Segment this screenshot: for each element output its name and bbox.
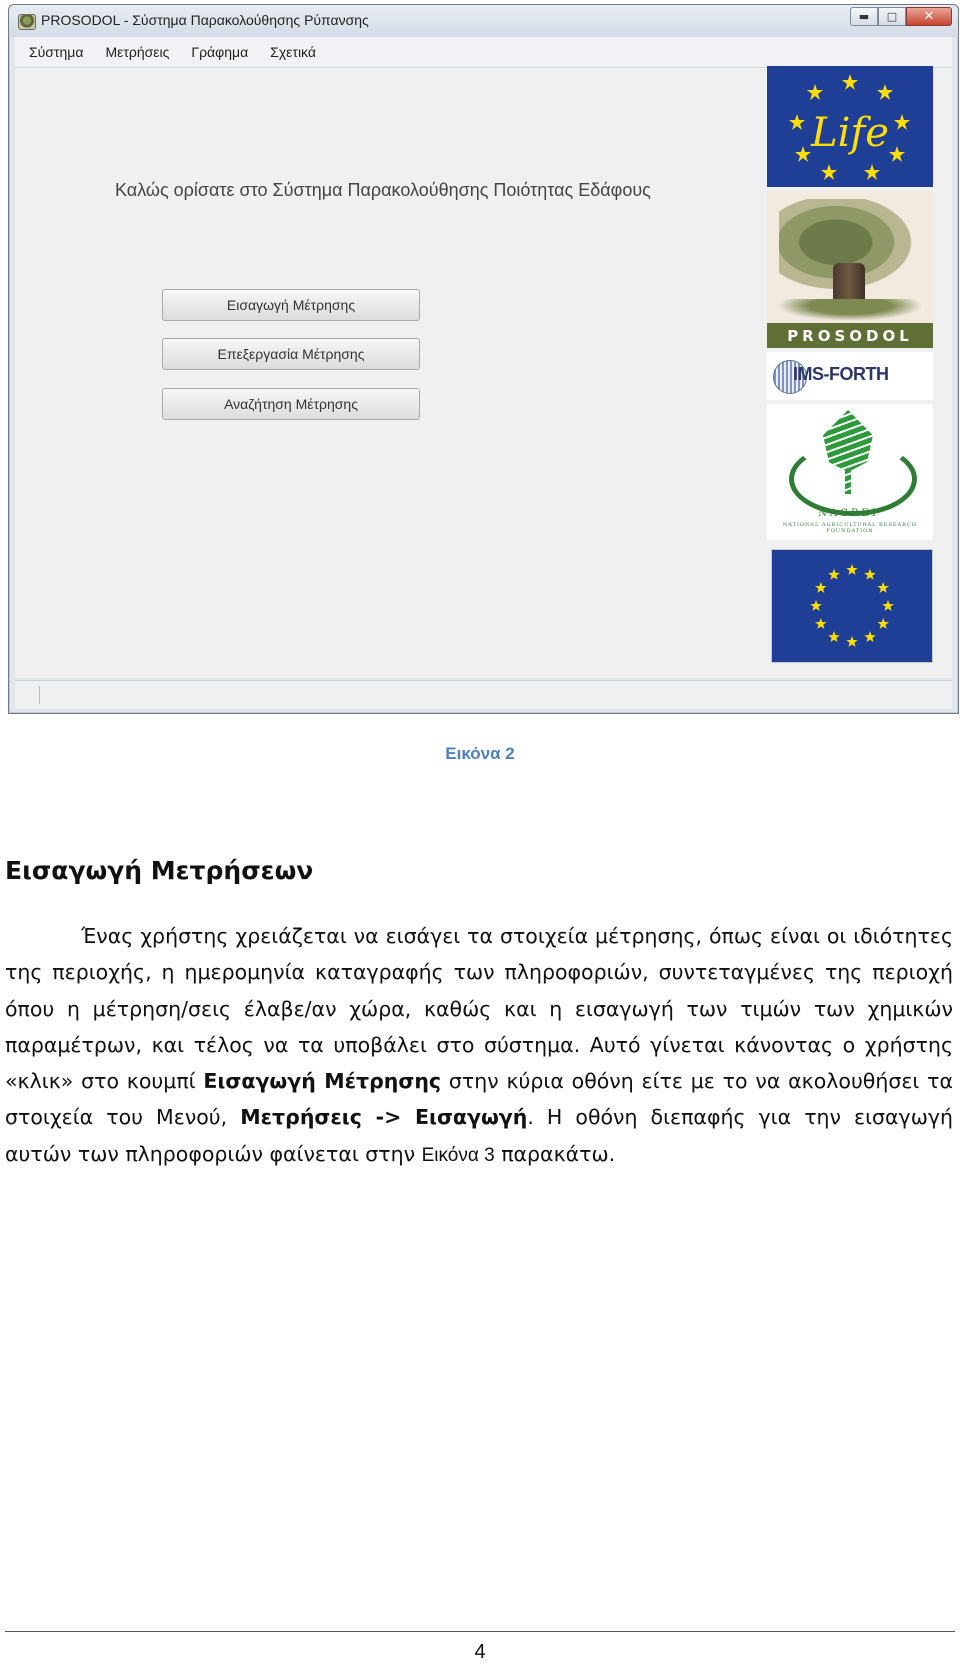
- para-text-3: . Η οθόνη διεπαφής για την εισαγωγή αυτών των πληροφοριών φαίνεται στην: [5, 1105, 953, 1166]
- eu-star-icon: [815, 618, 826, 629]
- section-heading: Εισαγωγή Μετρήσεων: [5, 856, 314, 885]
- app-icon: [18, 14, 36, 30]
- nagref-label: NAGREF: [818, 508, 882, 519]
- search-measurement-button[interactable]: Αναζήτηση Μέτρησης: [162, 388, 420, 420]
- prosodol-logo: [767, 191, 933, 348]
- ims-forth-label: IMS-FORTH: [793, 364, 889, 384]
- prosodol-label: PROSODOL: [767, 323, 933, 348]
- eu-star-icon: [815, 582, 826, 593]
- eu-star-icon: [846, 636, 857, 647]
- tree-ground: [777, 299, 923, 321]
- close-button[interactable]: ✕: [906, 7, 952, 26]
- menu-bar: [15, 37, 952, 68]
- page-number: 4: [474, 1641, 486, 1663]
- window-controls: [850, 7, 952, 27]
- eu-star-icon: [864, 631, 875, 642]
- eu-star-icon: [810, 600, 821, 611]
- eu-stars-icon: [772, 550, 932, 662]
- window-title: PROSODOL - Σύστημα Παρακολούθησης Ρύπανσης: [41, 12, 369, 28]
- add-measurement-button[interactable]: Εισαγωγή Μέτρησης: [162, 289, 420, 321]
- minimize-button[interactable]: ▬: [850, 7, 878, 26]
- para-text-2: στην κύρια οθόνη είτε με το να ακολουθήσει τα στοιχεία του Μενού,: [5, 1069, 953, 1130]
- eu-star-icon: [877, 582, 888, 593]
- maximize-button[interactable]: □: [878, 7, 906, 26]
- eu-star-icon: [882, 600, 893, 611]
- menu-item-measurements[interactable]: Μετρήσεις: [105, 44, 170, 60]
- para-text-4: παρακάτω.: [494, 1141, 616, 1166]
- figure-reference: Εικόνα 3: [421, 1144, 495, 1166]
- edit-measurement-button[interactable]: Επεξεργασία Μέτρησης: [162, 338, 420, 370]
- menu-item-about[interactable]: Σχετικά: [270, 44, 316, 60]
- para-bold-menu-path: Μετρήσεις -> Εισαγωγή: [240, 1105, 528, 1130]
- eu-star-icon: [864, 569, 875, 580]
- eu-star-icon: [828, 569, 839, 580]
- welcome-text: Καλώς ορίσατε στο Σύστημα Παρακολούθησης Ποιότητας Εδάφους: [115, 180, 651, 200]
- nagref-subtitle: NATIONAL AGRICULTURAL RESEARCH FOUNDATION: [782, 522, 918, 534]
- status-separator: [39, 686, 40, 704]
- footer-divider: [5, 1631, 955, 1632]
- nagref-logo: [767, 404, 933, 540]
- para-text-1: Ένας χρήστης χρειάζεται να εισάγει τα στοιχεία μέτρησης, όπως είναι οι ιδιότητες της περιοχής, η ημερομηνία καταγραφής των πληροφοριών, συντεταγμένες της περιοχή όπου η μέτρηση/σεις έλαβε/αν χώρα, καθώς και η εισαγωγή των τιμών των χημικών παραμέτρων, και τέλος να τα υποβάλει στο σύστημα. Αυτό γίνεται κάνοντας ο χρήστης «κλικ» στο κουμπί: [5, 924, 953, 1094]
- ims-forth-logo: [767, 352, 933, 400]
- status-bar: [15, 680, 952, 709]
- life-logo-graphic: [767, 66, 933, 187]
- eu-star-icon: [846, 564, 857, 575]
- eu-star-icon: [828, 631, 839, 642]
- eu-flag-logo: [771, 549, 933, 663]
- menu-item-system[interactable]: Σύστημα: [29, 44, 84, 60]
- body-paragraph: [5, 918, 953, 1174]
- eu-star-icon: [877, 618, 888, 629]
- menu-item-chart[interactable]: Γράφημα: [191, 44, 249, 60]
- para-bold-add-measurement: Εισαγωγή Μέτρησης: [203, 1069, 442, 1094]
- title-bar: [9, 5, 958, 37]
- life-logo: [767, 66, 933, 187]
- life-logo-text: Life: [811, 110, 889, 156]
- figure-caption: Εικόνα 2: [445, 744, 515, 763]
